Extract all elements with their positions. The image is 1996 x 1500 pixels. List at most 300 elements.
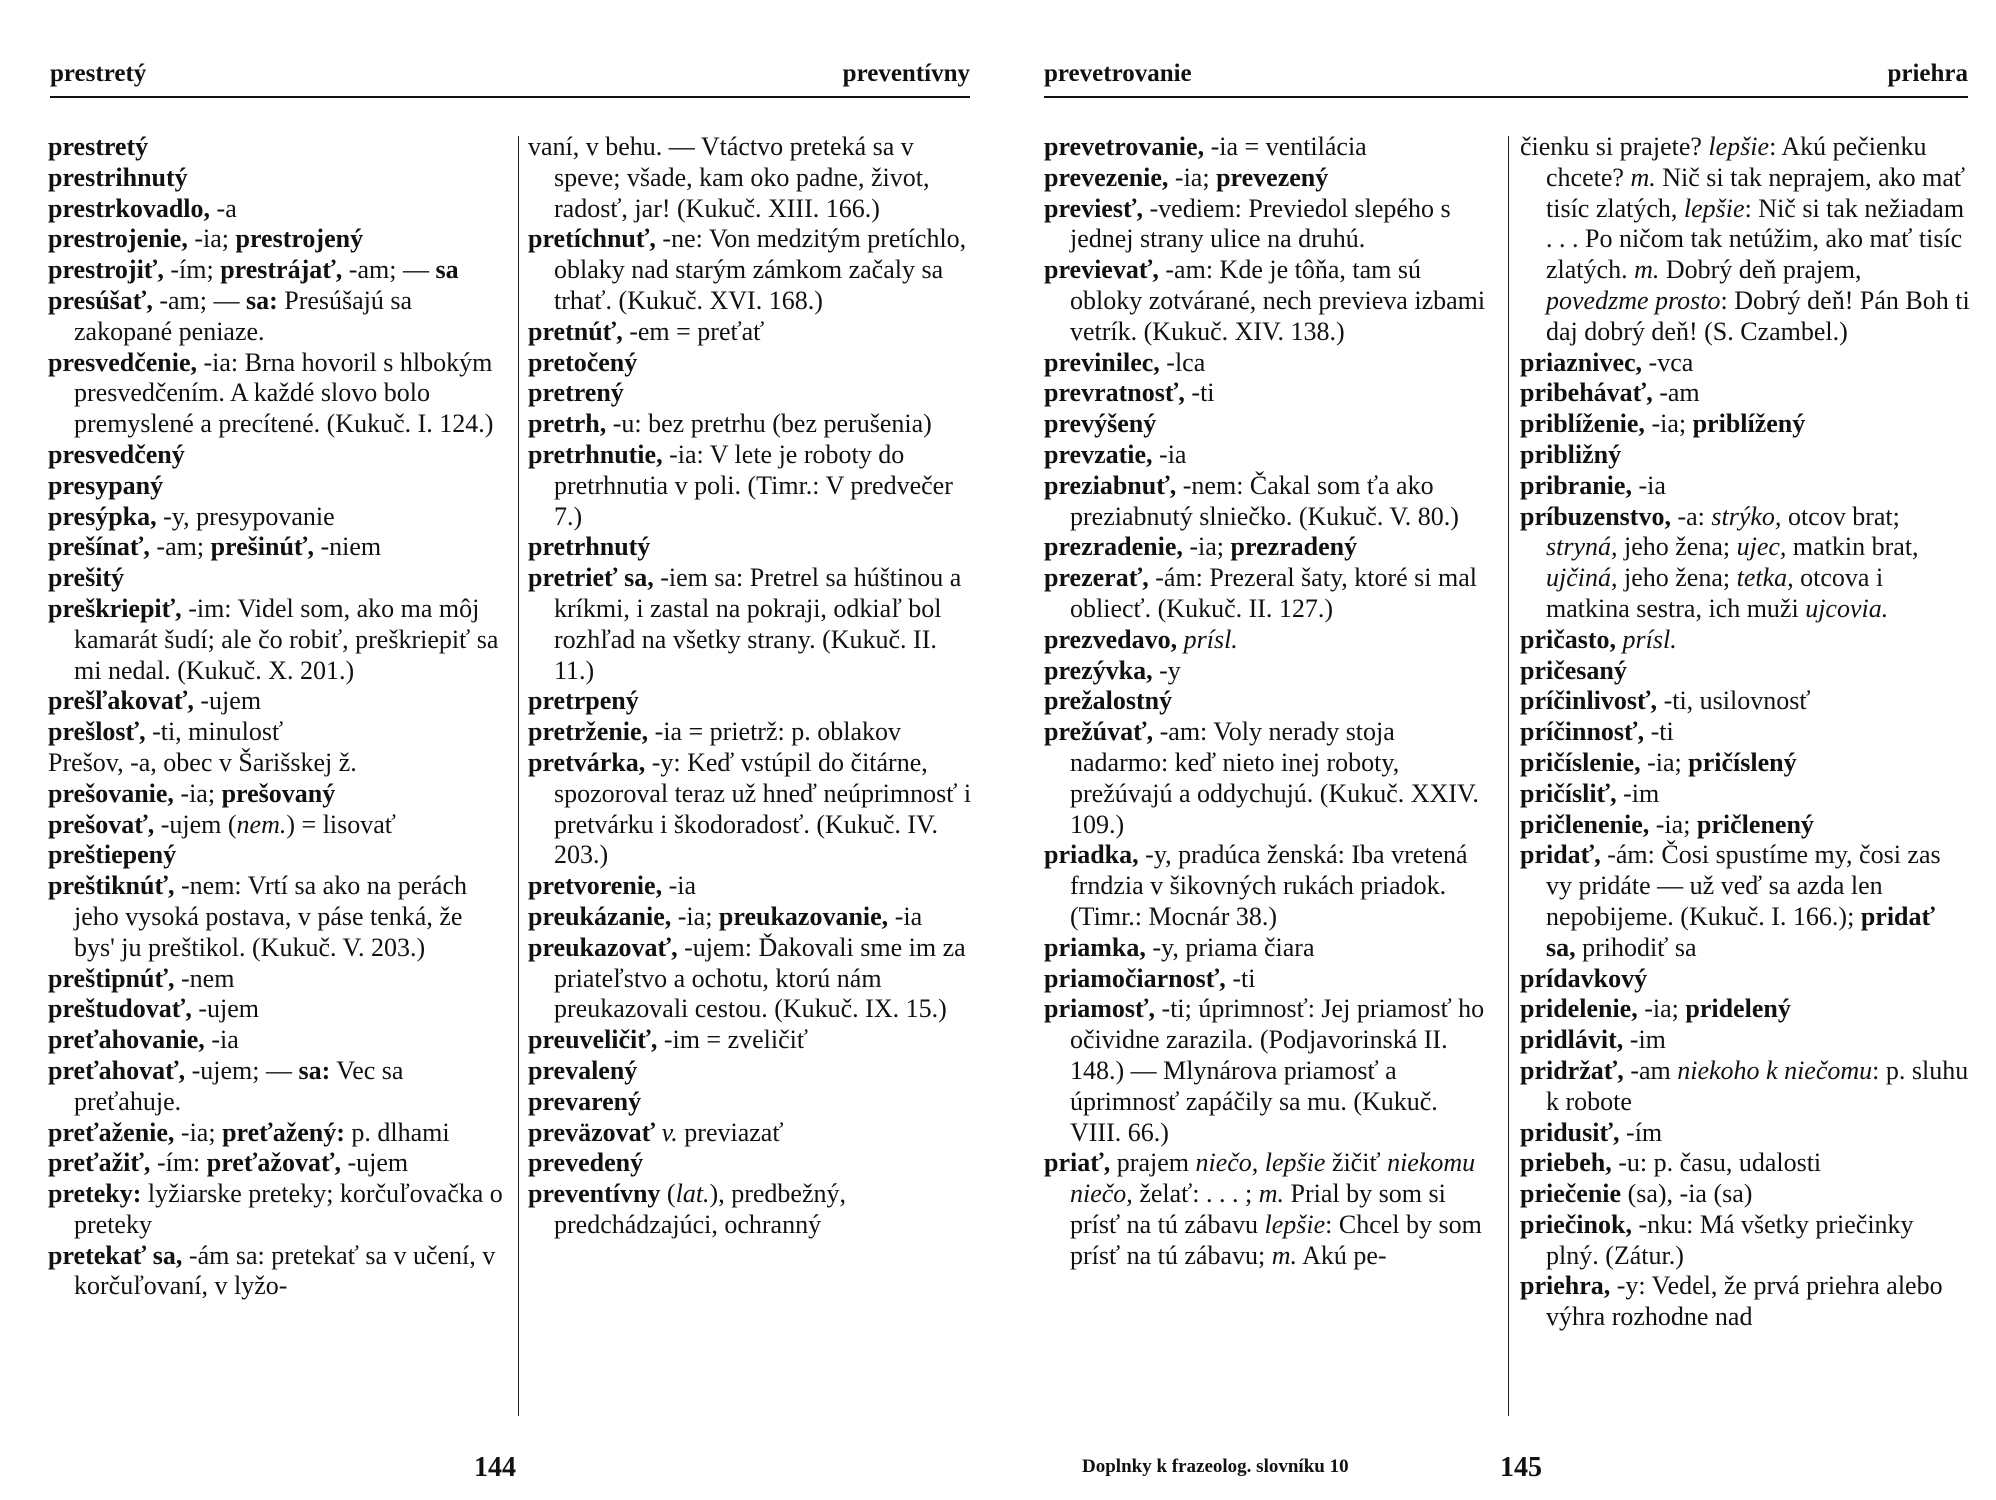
dictionary-entry [48, 502, 504, 533]
dictionary-entry [1044, 933, 1488, 964]
headword: preväzovať [528, 1117, 656, 1147]
entry-text: -ujem: Ďakovali sme im za priateľstvo a ochotu, ktorú nám preukazovali cestou. (Kukuč. IX. 15.) [554, 932, 973, 1024]
entry-text: -ia: Brna hovoril s hlbokým presvedčením. A každé slovo bolo premyslené a precítené. (Kukuč. I. 124.) [74, 347, 499, 439]
italic-text: m. [1634, 255, 1660, 285]
entry-text: -ia; [174, 1117, 223, 1147]
dictionary-entry [1520, 1148, 1970, 1179]
dictionary-entry [1520, 1210, 1970, 1272]
italic-text: stryná, [1546, 532, 1618, 562]
entry-text: -ím; [163, 255, 221, 285]
running-head-right: preventívny [842, 60, 970, 87]
dictionary-entry [528, 532, 972, 563]
headword: prestretý [48, 132, 149, 161]
entry-text: vaní, v behu. — Vtáctvo preteká sa v speve; všade, kam oko padne, život, radosť, jar! (Kukuč. XIII. 166.) [528, 132, 936, 223]
headword: prešovanie, [48, 778, 174, 808]
dictionary-entry [48, 840, 504, 871]
entry-text: -im [1616, 778, 1660, 808]
entry-text: -ujem ( [154, 809, 237, 839]
headword: preuveličiť, [528, 1025, 658, 1055]
entry-text: -ia; [1182, 532, 1231, 562]
entry-text: -ia [1152, 439, 1187, 469]
entry-text: p. dlhami [344, 1117, 450, 1147]
headword: pretekať sa, [48, 1240, 183, 1270]
entry-text: -ia; [1644, 409, 1693, 439]
headword: previnilec, [1044, 347, 1160, 377]
dictionary-entry [1520, 378, 1970, 409]
headword: prestrojený [235, 224, 364, 254]
dictionary-entry [528, 933, 972, 1025]
entry-text: -im [1623, 1025, 1666, 1055]
headword: pribranie, [1520, 470, 1632, 500]
dictionary-entry [48, 563, 504, 594]
entry-text: -u: p. času, udalosti [1611, 1148, 1822, 1178]
dictionary-entry [48, 163, 504, 194]
italic-text: povedzme prosto [1546, 285, 1721, 315]
headword: prešinúť, [210, 532, 314, 562]
entry-text: : Akú pečienku chcete? [1546, 132, 1933, 192]
headword: pričlenený [1696, 809, 1814, 839]
headword: pretvorenie, [528, 871, 663, 901]
entry-text: Prešov, -a, obec v Šarišskej ž. [48, 747, 357, 777]
entry-text: previazať [677, 1117, 784, 1147]
header-rule [50, 96, 970, 98]
dictionary-entry [1044, 717, 1488, 840]
italic-text: lepšie [1683, 193, 1745, 223]
right-page [998, 0, 1996, 1500]
headword: pričesaný [1520, 655, 1627, 685]
entry-text: žičiť [1325, 1148, 1388, 1178]
headword: prídavkový [1520, 963, 1648, 993]
entry-text: -y [1152, 655, 1181, 685]
entry-text: -ti [1225, 963, 1256, 993]
headword: prevýšený [1044, 409, 1157, 439]
dictionary-entry [1044, 440, 1488, 471]
dictionary-entry [528, 224, 972, 316]
headword: približný [1520, 439, 1622, 469]
dictionary-entry [1044, 964, 1488, 995]
entry-text: -ám: Prezeral šaty, ktoré si mal obliecť. (Kukuč. II. 127.) [1070, 563, 1484, 623]
dictionary-entry [48, 194, 504, 225]
dictionary-entry [528, 1118, 972, 1149]
entry-text: -ám sa: pretekať sa v učení, v korčuľovaní, v lyžo- [74, 1240, 502, 1301]
dictionary-entry [528, 348, 972, 379]
entry-text: -am: Voly nerady stoja nadarmo: keď nieto inej roboty, prežúvajú a oddychujú. (Kukuč. XXIV. 109.) [1070, 717, 1486, 839]
entry-text: -ti [1644, 717, 1674, 747]
entry-text: ) = lisovať [286, 809, 396, 839]
headword: presúšať, [48, 285, 153, 315]
dictionary-entry [1044, 994, 1491, 1148]
entry-text: -y: Vedel, že prvá priehra alebo výhra rozhodne nad [1546, 1271, 1950, 1332]
dictionary-entry [528, 747, 978, 871]
entry-text: -ia [888, 901, 923, 931]
headword: pretrhnutie, [528, 439, 663, 469]
entry-text: Akú pe- [1297, 1240, 1387, 1270]
entry-text: Vec sa preťahuje. [74, 1055, 410, 1116]
entry-text: -ia; [671, 901, 719, 931]
dictionary-entry [1520, 625, 1970, 656]
headword: pridelenie, [1520, 994, 1638, 1024]
dictionary-entry [1520, 964, 1970, 995]
entry-text: Prial by som si prísť na tú zábavu [1070, 1179, 1453, 1239]
entry-text: -ia: V lete je roboty do pretrhnutia v poli. (Timr.: V predvečer 7.) [554, 439, 960, 531]
italic-text: prísl. [1622, 624, 1677, 654]
entry-text: -ia; [1649, 809, 1697, 839]
dictionary-entry [1044, 194, 1488, 256]
entry-text: -am [1652, 378, 1700, 408]
headword: prezradenie, [1044, 532, 1183, 562]
entry-text: -ia; [187, 224, 236, 254]
headword: presvedčenie, [48, 347, 197, 377]
entry-text: -ím: [150, 1148, 207, 1178]
italic-text: lepšie [1708, 132, 1770, 161]
dictionary-entry [1044, 255, 1492, 347]
italic-text: niečo, lepšie [1195, 1148, 1326, 1178]
headword: priečinok, [1520, 1209, 1632, 1239]
header-rule [1044, 96, 1968, 98]
headword: preťažiť, [48, 1148, 151, 1178]
entry-text: -ia [204, 1025, 239, 1055]
headword: prestrihnutý [48, 162, 188, 192]
dictionary-entry [1520, 748, 1970, 779]
entry-text: -ia; [1637, 994, 1686, 1024]
dictionary-entry [48, 440, 504, 471]
entry-text: : p. sluhu k robote [1546, 1055, 1975, 1116]
dictionary-entry [528, 717, 972, 748]
headword: pridelený [1685, 994, 1791, 1024]
headword: sa: [298, 1055, 331, 1085]
headword: pretrženie, [528, 717, 649, 747]
headword: pridlávit, [1520, 1025, 1624, 1055]
headword: pretočený [528, 347, 638, 377]
entry-text: otcov brat; [1781, 501, 1907, 531]
headword: pretíchnuť, [528, 224, 656, 254]
headword: preťažený: [222, 1117, 345, 1147]
headword: pribehávať, [1520, 378, 1653, 408]
headword: presypaný [48, 470, 164, 500]
dictionary-entry [1520, 1055, 1975, 1118]
headword: pričísliť, [1520, 778, 1617, 808]
dictionary-entry [1520, 840, 1970, 963]
entry-text: -ti; úprimnosť: Jej priamosť ho očividne zarazila. (Podjavorinská II. 148.) — Mlynárova priamosť a úprimnosť zapáčily sa mu. (Kukuč. VIII. 66.) [1070, 994, 1491, 1147]
headword: pretrhnutý [528, 532, 651, 562]
headword: preukazovanie, [718, 901, 889, 931]
italic-text: lepšie [1264, 1209, 1326, 1239]
headword: preťažovať, [206, 1148, 341, 1178]
entry-text: lyžiarske preteky; korčuľovačka o preteky [74, 1179, 510, 1239]
dictionary-entry [48, 1179, 510, 1241]
italic-text: nem. [236, 809, 287, 839]
headword: preťaženie, [48, 1117, 175, 1147]
dictionary-entry [1520, 471, 1970, 502]
running-head-left: prevetrovanie [1044, 60, 1192, 87]
dictionary-entry [48, 686, 504, 717]
page-number: 144 [474, 1452, 516, 1483]
entry-text: -y, priama čiara [1145, 932, 1315, 962]
entry-text: Presúšajú sa zakopané peniaze. [74, 285, 419, 346]
dictionary-entry [48, 1025, 504, 1056]
entry-text: -ia; [1640, 747, 1689, 777]
italic-text: ujcovia. [1805, 593, 1889, 623]
dictionary-entry [528, 1148, 972, 1179]
dictionary-entry [48, 224, 504, 255]
entry-text: -ti [1184, 378, 1215, 408]
entry-text: -ia = prietrž: p. oblakov [648, 717, 901, 747]
headword: priamosť, [1044, 994, 1156, 1024]
headword: prestrojenie, [48, 224, 188, 254]
dictionary-entry [1044, 656, 1488, 687]
entry-text: -am; — [342, 255, 436, 285]
headword: prevedený [528, 1148, 644, 1178]
entry-text: -ia [1631, 470, 1666, 500]
dictionary-entry [48, 1056, 504, 1118]
entry-text: jeho žena; [1617, 532, 1737, 562]
dictionary-entry [1044, 348, 1488, 379]
entry-text: -a: [1670, 501, 1712, 531]
italic-text: m. [1630, 162, 1656, 192]
column-1 [1044, 132, 1492, 1271]
entry-text: -vca [1642, 347, 1694, 377]
entry-text: -a [210, 193, 237, 223]
entry-text: : Dobrý deň! Pán Boh ti daj dobrý deň! (S. Czambel.) [1546, 285, 1977, 346]
dictionary-entry [528, 440, 972, 532]
italic-text: niekomu niečo, [1070, 1148, 1482, 1209]
entry-text: -u: bez pretrhu (bez perušenia) [606, 409, 932, 439]
entry-text: -nem: Vrtí sa ako na perách jeho vysoká postava, v páse tenká, že bys' ju preštikol. (Kukuč. V. 203.) [74, 871, 474, 962]
dictionary-entry [528, 1025, 972, 1056]
dictionary-entry [48, 1241, 504, 1303]
column-divider [518, 136, 519, 1416]
dictionary-entry [48, 594, 504, 686]
entry-text: -y: Keď vstúpil do čitárne, spozoroval teraz už hneď neúprimnosť i pretvárku i škodoradosť. (Kukuč. IV. 203.) [554, 747, 978, 870]
dictionary-entry [1044, 1148, 1488, 1271]
headword: prežalostný [1044, 686, 1173, 716]
dictionary-entry [528, 1056, 972, 1087]
headword: presvedčený [48, 439, 185, 469]
dictionary-entry [48, 779, 504, 810]
column-2 [1520, 132, 1977, 1333]
headword: preziabnuť, [1044, 470, 1177, 500]
headword: sa [435, 255, 459, 285]
headword: prešitý [48, 563, 125, 593]
headword: priadka, [1044, 840, 1139, 870]
headword: preštiepený [48, 840, 177, 870]
entry-text: -ti, usilovnosť [1657, 686, 1811, 716]
headword: preštiknúť, [48, 871, 175, 901]
dictionary-entry [48, 964, 504, 995]
headword: príčinnosť, [1520, 717, 1645, 747]
dictionary-entry [1520, 409, 1970, 440]
entry-text: -nem [174, 963, 235, 993]
entry-text: Dobrý deň prajem, [1659, 255, 1869, 285]
dictionary-entry [1520, 132, 1977, 348]
entry-text: -nem: Čakal som ťa ako preziabnutý slniečko. (Kukuč. V. 80.) [1070, 470, 1459, 531]
headword: preťahovanie, [48, 1025, 205, 1055]
headword: prezerať, [1044, 563, 1149, 593]
entry-text: -ne: Von medzitým pretíchlo, oblaky nad starým zámkom začaly sa trhať. (Kukuč. XVI. 168.) [554, 224, 973, 315]
signature-mark: Doplnky k frazeolog. slovníku 10 [1082, 1456, 1349, 1477]
italic-text: tetka, [1736, 563, 1794, 593]
dictionary-entry [1520, 994, 1970, 1025]
headword: pretvárka, [528, 747, 646, 777]
entry-text: otcova i matkina sestra, ich muži [1546, 563, 1890, 623]
headword: príbuzenstvo, [1520, 501, 1671, 531]
headword: preukázanie, [528, 901, 672, 931]
entry-text: -vediem: Previedol slepého s jednej strany ulice na druhú. [1070, 193, 1458, 254]
headword: sa: [245, 285, 278, 315]
dictionary-entry [1520, 1025, 1970, 1056]
headword: prevetrovanie, [1044, 132, 1205, 161]
dictionary-entry [48, 994, 504, 1025]
headword: prestrkovadlo, [48, 193, 211, 223]
headword: previevať, [1044, 255, 1159, 285]
headword: prevezený [1216, 162, 1329, 192]
column-1 [48, 132, 510, 1302]
dictionary-entry [528, 902, 972, 933]
headword: prestrájať, [220, 255, 343, 285]
italic-text: lat. [675, 1179, 710, 1209]
running-head-right: priehra [1887, 60, 1968, 87]
entry-text: -y, pradúca ženská: Iba vretená frndzia v šikovných rukách priadok. (Timr.: Mocnár 38.) [1070, 840, 1475, 931]
dictionary-entry [1044, 625, 1488, 656]
entry-text: matkin brat, [1786, 532, 1926, 562]
dictionary-entry [1520, 440, 1970, 471]
italic-text: prísl. [1183, 624, 1238, 654]
dictionary-entry [1044, 132, 1488, 163]
headword: preteky: [48, 1179, 142, 1209]
headword: prežúvať, [1044, 717, 1154, 747]
dictionary-entry [1520, 656, 1970, 687]
entry-text: ), predbežný, predchádzajúci, ochranný [554, 1179, 853, 1239]
italic-text: ujec, [1736, 532, 1787, 562]
dictionary-entry [528, 1179, 972, 1241]
dictionary-entry [1044, 840, 1488, 932]
entry-text: -ujem [340, 1148, 409, 1178]
dictionary-entry [48, 748, 504, 779]
entry-text: -iem sa: Pretrel sa húštinou a kríkmi, i zastal na pokraji, odkiaľ bol rozhľad na všetky strany. (Kukuč. II. 11.) [554, 563, 968, 685]
entry-text: -niem [313, 532, 382, 562]
dictionary-entry [1044, 409, 1488, 440]
entry-text: -am; — [152, 285, 246, 315]
entry-text: -ia; [1168, 162, 1217, 192]
entry-text: prajem [1110, 1148, 1196, 1178]
dictionary-entry [1520, 686, 1970, 717]
entry-text: -im: Videl som, ako ma môj kamarát šudí; ale čo robiť, preškriepiť sa mi nedal. (Kukuč. X. 201.) [74, 593, 505, 685]
entry-text: -am; [149, 532, 211, 562]
dictionary-entry [48, 1148, 504, 1179]
headword: pretrpený [528, 686, 639, 716]
headword: pridať sa, [1546, 901, 1942, 962]
headword: prevezenie, [1044, 162, 1169, 192]
italic-text: strýko, [1711, 501, 1782, 531]
headword: preštudovať, [48, 994, 192, 1024]
dictionary-entry [1520, 1271, 1970, 1333]
entry-text: -ujem; — [185, 1055, 299, 1085]
headword: pričlenenie, [1520, 809, 1650, 839]
dictionary-entry [1520, 348, 1970, 379]
dictionary-entry [1520, 717, 1970, 748]
dictionary-entry [528, 871, 972, 902]
headword: pretrený [528, 378, 624, 408]
headword: priaznivec, [1520, 347, 1643, 377]
headword: pričíslený [1688, 747, 1797, 777]
headword: presýpka, [48, 501, 157, 531]
column-divider [1508, 136, 1509, 1416]
headword: prešlosť, [48, 717, 146, 747]
entry-text: -ím [1619, 1117, 1663, 1147]
dictionary-entry [1044, 563, 1488, 625]
headword: preťahovať, [48, 1055, 186, 1085]
headword: prevzatie, [1044, 439, 1153, 469]
entry-text: ( [660, 1179, 676, 1209]
dictionary-entry [1044, 378, 1488, 409]
dictionary-entry [1520, 1118, 1970, 1149]
headword: priečenie [1520, 1179, 1622, 1209]
entry-text: prihodiť sa [1575, 932, 1697, 962]
dictionary-entry [48, 286, 504, 348]
headword: pretrh, [528, 409, 607, 439]
entry-text: -ujem [191, 994, 259, 1024]
dictionary-entry [48, 471, 504, 502]
entry-text: -am: Kde je tôňa, tam sú obloky zotvárané, nech previeva izbami vetrík. (Kukuč. XIV. 138.) [1070, 255, 1492, 346]
dictionary-entry [528, 409, 972, 440]
headword: prevarený [528, 1086, 642, 1116]
headword: preštipnúť, [48, 963, 175, 993]
headword: preventívny [528, 1179, 661, 1209]
headword: priblížený [1692, 409, 1806, 439]
column-2 [528, 132, 978, 1241]
entry-text: -ia [662, 871, 696, 901]
headword: prevalený [528, 1055, 638, 1085]
running-head-left: prestretý [50, 60, 147, 87]
headword: prezvedavo, [1044, 624, 1178, 654]
entry-text: -lca [1159, 347, 1206, 377]
headword: pridať, [1520, 840, 1601, 870]
dictionary-entry [1044, 471, 1488, 533]
entry-text: čienku si prajete? [1520, 132, 1709, 161]
headword: previesť, [1044, 193, 1143, 223]
headword: priamka, [1044, 932, 1146, 962]
entry-text: -ujem [193, 686, 262, 716]
headword: príčinlivosť, [1520, 686, 1658, 716]
dictionary-entry [1520, 502, 1970, 625]
headword: pričasto, [1520, 624, 1617, 654]
dictionary-entry [528, 132, 972, 224]
dictionary-entry [48, 717, 504, 748]
headword: pretrieť sa, [528, 563, 654, 593]
dictionary-entry [1044, 686, 1488, 717]
headword: priblíženie, [1520, 409, 1645, 439]
dictionary-entry [1520, 779, 1970, 810]
entry-text: (sa), -ia (sa) [1621, 1179, 1753, 1209]
headword: pričíslenie, [1520, 747, 1641, 777]
italic-text: m. [1258, 1179, 1284, 1209]
italic-text: ujčiná, [1546, 563, 1618, 593]
entry-text: Nič si tak neprajem, ako mať tisíc zlatých, [1546, 162, 1972, 223]
headword: priebeh, [1520, 1148, 1612, 1178]
dictionary-entry [1044, 163, 1488, 194]
entry-text: : Chcel by som prísť na tú zábavu; [1070, 1209, 1489, 1270]
headword: priať, [1044, 1148, 1111, 1178]
dictionary-entry [1520, 810, 1970, 841]
entry-text: -im = zveličiť [657, 1025, 808, 1055]
headword: prešovať, [48, 809, 155, 839]
entry-text: želať: . . . ; [1132, 1179, 1259, 1209]
entry-text: -ám: Čosi spustíme my, čosi zas vy pridáte — už veď sa azda len nepobijeme. (Kukuč. I. 166.); [1546, 840, 1948, 931]
dictionary-entry [48, 1118, 504, 1149]
dictionary-entry [528, 563, 972, 686]
entry-text: : Nič si tak nežiadam . . . Po ničom tak netúžim, ako mať tisíc zlatých. [1546, 193, 1971, 285]
italic-text: v. [661, 1117, 678, 1147]
